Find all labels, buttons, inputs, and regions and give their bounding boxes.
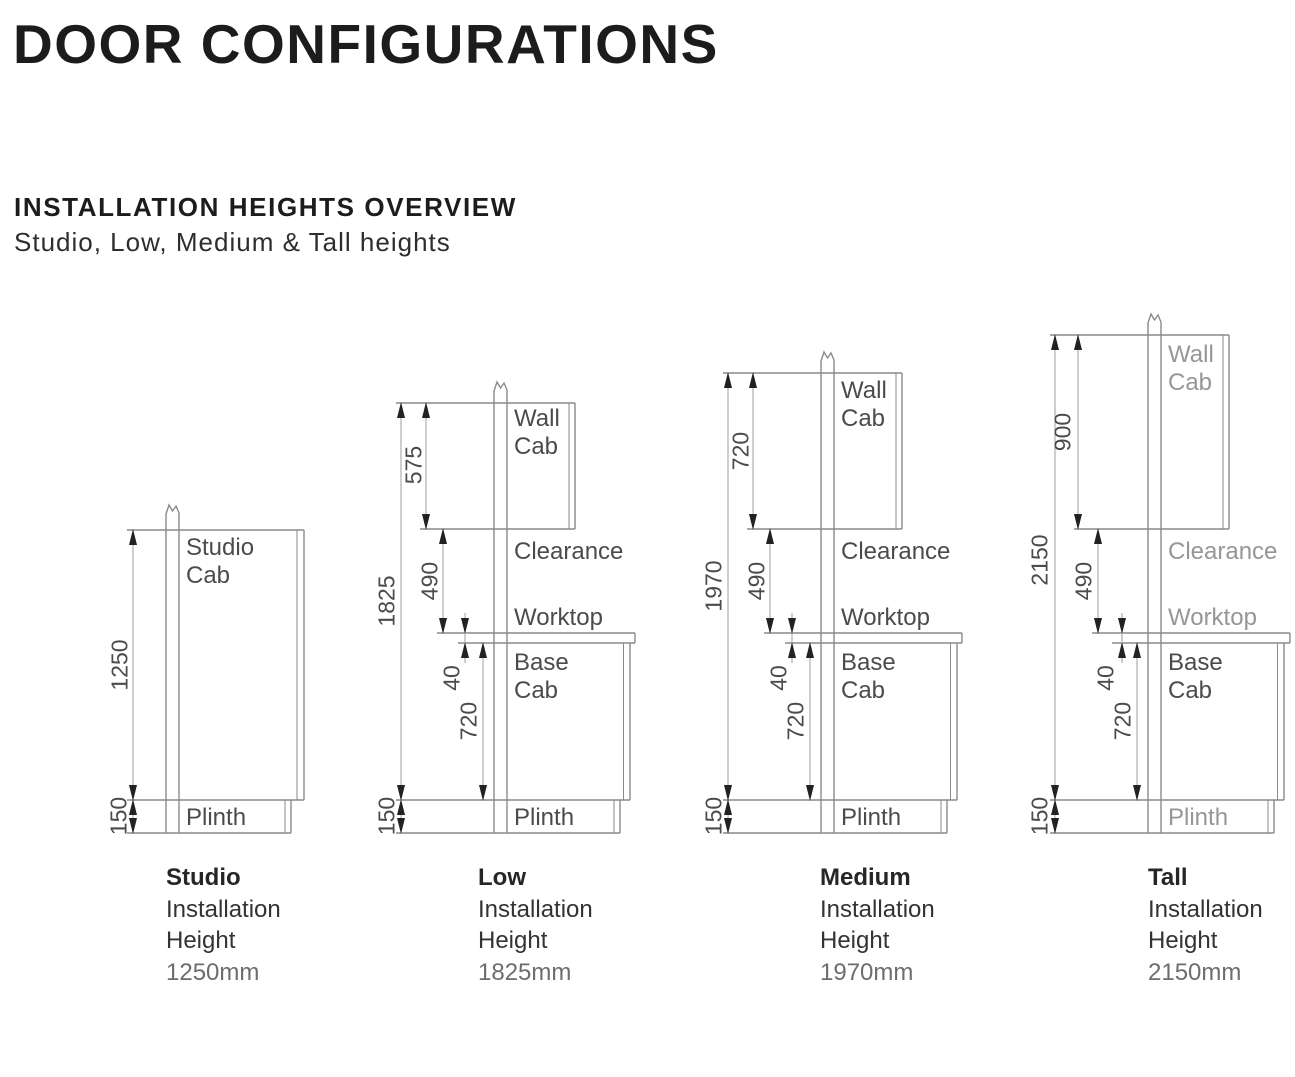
low-wall-cab-label: Wall Cab [514, 405, 560, 460]
low-caption-name: Low [478, 864, 526, 891]
tall-caption-line1: Installation [1148, 895, 1263, 923]
medium-wall-cab-dim: 720 [727, 431, 754, 471]
medium-base-cab-dim: 720 [782, 701, 809, 741]
medium-wall-cab-label: Wall Cab [841, 377, 887, 432]
medium-worktop-label: Worktop [841, 604, 930, 631]
medium-caption [820, 862, 935, 988]
low-caption-line2: Height [478, 927, 548, 954]
low-clearance-label: Clearance [514, 538, 624, 565]
section-title: INSTALLATION HEIGHTS OVERVIEW [14, 192, 517, 222]
medium-plinth-dim: 150 [700, 796, 727, 836]
tall-caption-name: Tall [1148, 864, 1188, 891]
low-plinth-dim: 150 [373, 796, 400, 836]
medium-caption-line1: Installation [820, 895, 935, 923]
tall-plinth-label: Plinth [1168, 804, 1229, 831]
tall-caption-line2: Height [1148, 927, 1218, 954]
studio-caption-value: 1250mm [166, 958, 260, 986]
tall-door-panel [1148, 314, 1161, 833]
low-base-cab-dim: 720 [455, 701, 482, 741]
tall-base-cab-label: Base Cab [1168, 649, 1223, 704]
low-plinth-label: Plinth [514, 804, 575, 831]
low-clearance-dim: 490 [416, 561, 443, 601]
studio-overall-dim: 1250 [106, 639, 133, 691]
studio-caption-name: Studio [166, 864, 241, 891]
tall-base-cab-dim: 720 [1109, 701, 1136, 741]
tall-wall-cab-dim: 900 [1049, 412, 1076, 452]
low-door-panel [494, 382, 507, 833]
medium-base-cab-label: Base Cab [841, 649, 896, 704]
studio-plinth-dim: 150 [105, 796, 132, 836]
medium-caption-line2: Height [820, 927, 890, 954]
medium-door-panel [821, 352, 834, 833]
studio-cab-label: Studio Cab [186, 534, 255, 589]
page-title: DOOR CONFIGURATIONS [13, 13, 719, 75]
studio-caption [166, 862, 281, 988]
medium-overall-dim: 1970 [700, 560, 727, 612]
tall-plinth-dim: 150 [1026, 796, 1053, 836]
tall-clearance-dim: 490 [1070, 561, 1097, 601]
medium-clearance-label: Clearance [841, 538, 951, 565]
medium-worktop-dim: 40 [765, 665, 792, 691]
tall-caption [1148, 862, 1263, 988]
low-wall-cab-dim: 575 [400, 445, 427, 485]
tall-worktop-label: Worktop [1168, 604, 1257, 631]
medium-caption-name: Medium [820, 864, 911, 891]
studio-caption-line1: Installation [166, 895, 281, 923]
studio-caption-line2: Height [166, 927, 236, 954]
studio-plinth-label: Plinth [186, 804, 247, 831]
tall-caption-value: 2150mm [1148, 958, 1242, 986]
low-base-cab-label: Base Cab [514, 649, 569, 704]
low-caption-line1: Installation [478, 895, 593, 923]
tall-wall-cab-label: Wall Cab [1168, 341, 1214, 396]
low-caption [478, 862, 593, 988]
tall-clearance-label: Clearance [1168, 538, 1278, 565]
section-subtitle: Studio, Low, Medium & Tall heights [14, 227, 451, 257]
medium-plinth-label: Plinth [841, 804, 902, 831]
medium-clearance-dim: 490 [743, 561, 770, 601]
low-worktop-dim: 40 [438, 665, 465, 691]
tall-worktop-dim: 40 [1092, 665, 1119, 691]
medium-caption-value: 1970mm [820, 958, 914, 986]
tall-overall-dim: 2150 [1026, 534, 1053, 586]
studio-door-panel [166, 505, 179, 833]
low-overall-dim: 1825 [373, 575, 400, 627]
low-worktop-label: Worktop [514, 604, 603, 631]
low-caption-value: 1825mm [478, 958, 572, 986]
